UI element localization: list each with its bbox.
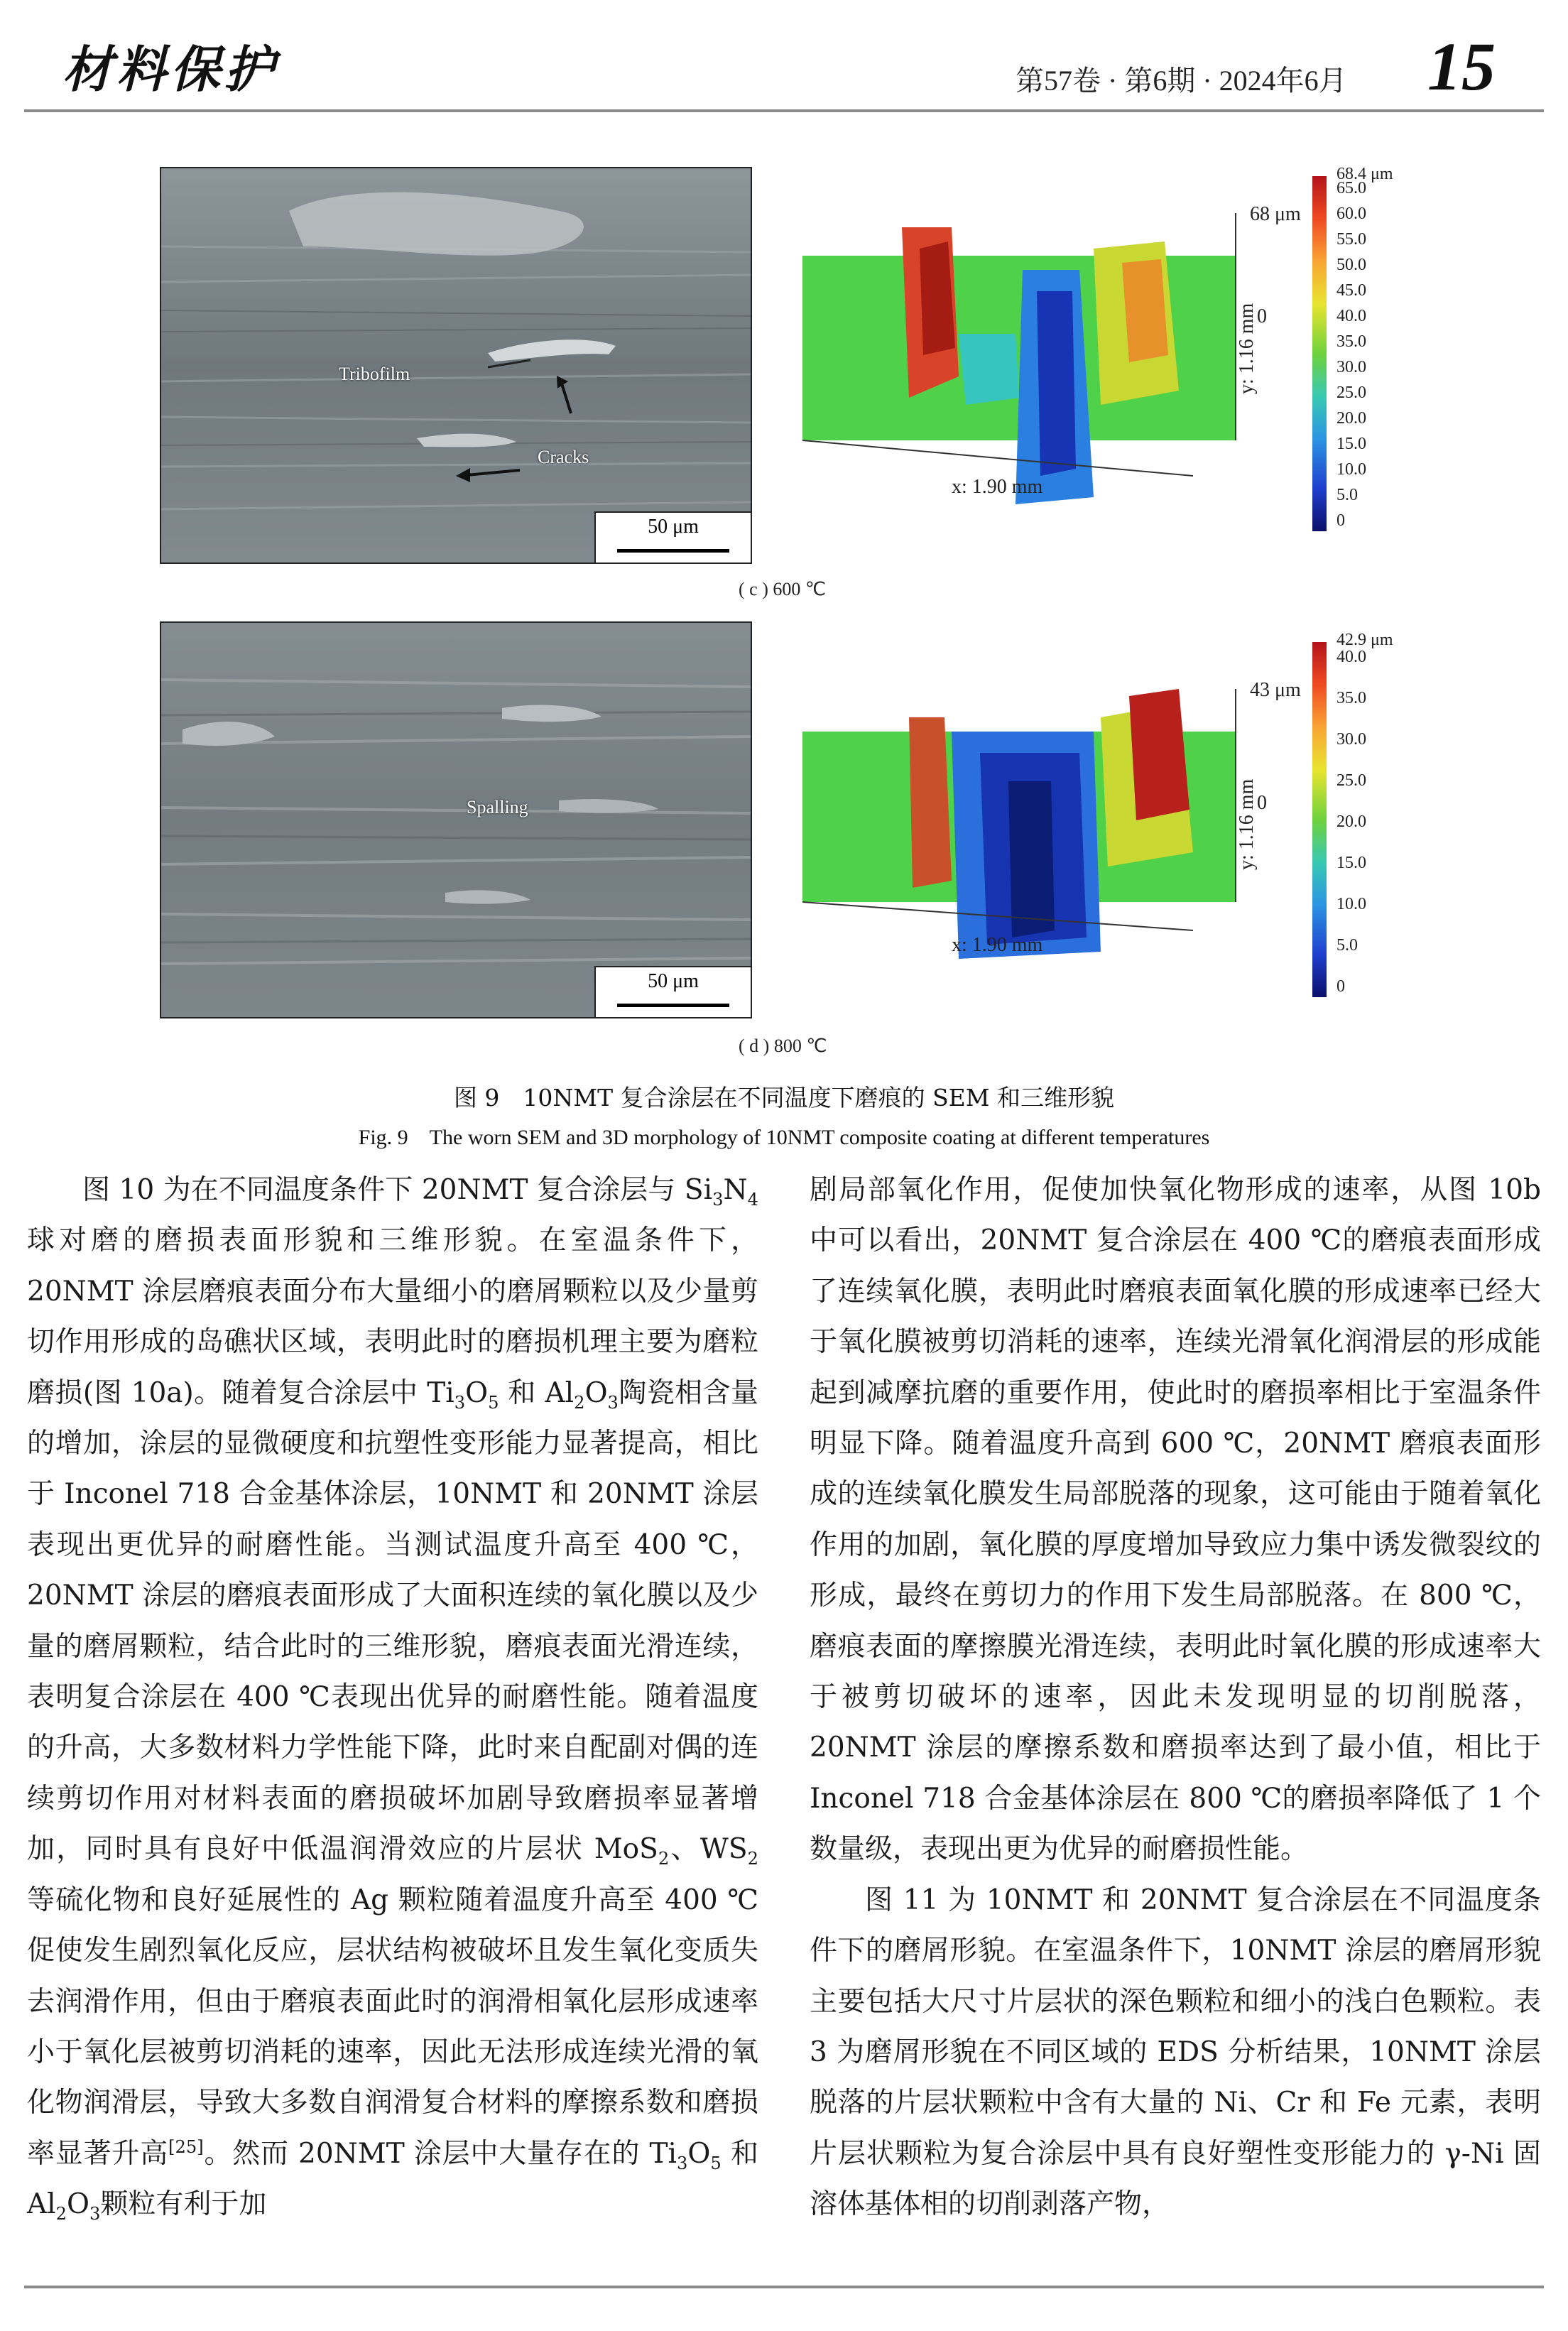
- z-zero-label: 0: [1257, 305, 1267, 327]
- tick: 40.0: [1336, 648, 1366, 666]
- tick: 45.0: [1336, 281, 1366, 300]
- z-zero-label: 0: [1257, 792, 1267, 814]
- sem-texture-600c: [161, 168, 751, 563]
- spalling-label: Spalling: [467, 797, 528, 817]
- tick: 5.0: [1336, 486, 1358, 504]
- y-axis-label: y: 1.16 mm: [1236, 778, 1258, 870]
- colorbar-max: 68.4 μm: [1336, 165, 1393, 183]
- x-axis-label: x: 1.90 mm: [952, 476, 1043, 498]
- tick: 35.0: [1336, 332, 1366, 351]
- colorbar-max: 42.9 μm: [1336, 631, 1393, 649]
- figure-caption-cn: 图 9 10NMT 复合涂层在不同温度下磨痕的 SEM 和三维形貌: [453, 1084, 1115, 1112]
- tick: 60.0: [1336, 205, 1366, 223]
- tribofilm-label: Tribofilm: [339, 364, 410, 384]
- issue-info: 第57卷 · 第6期 · 2024年6月: [1016, 65, 1347, 97]
- surface-map-600c: [795, 163, 1342, 536]
- tick: 30.0: [1336, 730, 1366, 749]
- tick: 35.0: [1336, 689, 1366, 707]
- paragraph: 剧局部氧化作用，促使加快氧化物形成的速率，从图 10b 中可以看出，20NMT 复合涂层在 400 ℃的磨痕表面形成了连续氧化膜，表明此时磨痕表面氧化膜的形成速率已经大于氧化膜被剪切消耗的速率，连续光滑氧化润滑层的形成能起到减摩抗磨的重要作用，使此时的磨损率相比于室温条件明显下降。随着温度升高到 600 ℃，20NMT 磨痕表面形成的连续氧化膜发生局部脱落的现象，这可能由于随着氧化作用的加剧，氧化膜的厚度增加导致应力集中诱发微裂纹的形成，最终在剪切力的作用下发生局部脱落。在 800 ℃，磨痕表面的摩擦膜光滑连续，表明此时氧化膜的形成速率大于被剪切破坏的速率，因此未发现明显的切削脱落，20NMT 涂层的摩擦系数和磨损率达到了最小值，相比于 Inconel 718 合金基体涂层在 800 ℃的磨损率降低了 1 个数量级，表现出更为优异的耐磨损性能。: [810, 1174, 1541, 1866]
- scale-bar-800c: [594, 966, 751, 1017]
- tick: 15.0: [1336, 854, 1366, 872]
- paragraph: 图 11 为 10NMT 和 20NMT 复合涂层在不同温度条件下的磨屑形貌。在室温条件下，10NMT 涂层的磨屑形貌主要包括大尺寸片层状的深色颗粒和细小的浅白色颗粒。表 3 为磨屑形貌在不同区域的 EDS 分析结果，10NMT 涂层脱落的片层状颗粒中含有大量的 Ni、Cr 和 Fe 元素，表明片层状颗粒为复合涂层中具有良好塑性变形能力的 γ-Ni 固溶体基体相的切削剥落产物，: [810, 1884, 1541, 2221]
- tick: 40.0: [1336, 307, 1366, 325]
- sem-texture-800c: [161, 623, 751, 1017]
- tick: 10.0: [1336, 895, 1366, 913]
- paragraph: 图 10 为在不同温度条件下 20NMT 复合涂层与 $Si_3N_4$球对磨的磨损表面形貌和三维形貌。在室温条件下，20NMT 涂层磨痕表面分布大量细小的磨屑颗粒以及少量剪切作用形成的岛礁状区域，表明此时的磨损机理主要为磨粒磨损(图 10a)。随着复合涂层中 $Ti_3O_5$ 和 $Al_2O_3$陶瓷相含量的增加，涂层的显微硬度和抗塑性变形能力显著提高，相比于 Inconel 718 合金基体涂层，10NMT 和 20NMT 涂层表现出更优异的耐磨性能。当测试温度升高至 400 ℃，20NMT 涂层的磨痕表面形成了大面积连续的氧化膜以及少量的磨屑颗粒，结合此时的三维形貌，磨痕表面光滑连续，表明复合涂层在 400 ℃表现出优异的耐磨性能。随着温度的升高，大多数材料力学性能下降，此时来自配副对偶的连续剪切作用对材料表面的磨损破坏加剧导致磨损率显著增加，同时具有良好中低温润滑效应的片层状 MoS$_2$、$WS_2$ 等硫化物和良好延展性的 Ag 颗粒随着温度升高至 400 ℃促使发生剧烈氧化反应，层状结构被破坏且发生氧化变质失去润滑作用，但由于磨痕表面此时的润滑相氧化层形成速率小于氧化层被剪切消耗的速率，因此无法形成连续光滑的氧化物润滑层，导致大多数自润滑复合材料的摩擦系数和磨损率显著升高[25]。然而 20NMT 涂层中大量存在的 $Ti_3O_5$ 和 $Al_2O_3$颗粒有利于加: [27, 1174, 758, 2224]
- x-axis-label: x: 1.90 mm: [952, 934, 1043, 956]
- scale-bar-line: [617, 1004, 729, 1007]
- footer-rule: [24, 2286, 1544, 2288]
- tick: 25.0: [1336, 771, 1366, 790]
- tick: 65.0: [1336, 179, 1366, 197]
- panel-caption-d: ( d ) 800 ℃: [739, 1036, 827, 1056]
- tick: 0: [1336, 511, 1345, 530]
- tick: 5.0: [1336, 936, 1358, 955]
- tick: 30.0: [1336, 358, 1366, 376]
- panel-caption-c: ( c ) 600 ℃: [739, 579, 827, 599]
- sem-image-800c: [160, 621, 752, 1018]
- z-top-label: 68 μm: [1250, 203, 1301, 225]
- tick: 25.0: [1336, 384, 1366, 402]
- header-rule: [24, 109, 1544, 112]
- surface-map-800c: [795, 639, 1342, 983]
- tick: 15.0: [1336, 435, 1366, 453]
- text-column-right: [810, 1165, 1541, 2230]
- tick: 10.0: [1336, 460, 1366, 479]
- y-axis-label: y: 1.16 mm: [1236, 303, 1258, 394]
- tick: 20.0: [1336, 409, 1366, 428]
- tick: 50.0: [1336, 256, 1366, 274]
- tick: 20.0: [1336, 813, 1366, 831]
- scale-bar-600c: [594, 511, 751, 563]
- journal-logo: 材料保护: [62, 40, 278, 99]
- tick: 0: [1336, 977, 1345, 996]
- colorbar-800c: [1312, 642, 1327, 997]
- text-column-left: [27, 1165, 758, 2230]
- cracks-label: Cracks: [538, 447, 589, 467]
- scale-bar-line: [617, 549, 729, 553]
- figure-caption-en: Fig. 9 The worn SEM and 3D morphology of 10NMT composite coating at different temperatures: [358, 1126, 1210, 1149]
- sem-image-600c: [160, 167, 752, 564]
- tick: 55.0: [1336, 230, 1366, 249]
- scale-bar-label: 50 μm: [648, 970, 699, 992]
- colorbar-600c: [1312, 176, 1327, 531]
- scale-bar-label: 50 μm: [648, 516, 699, 538]
- page-number: 15: [1427, 28, 1496, 104]
- z-top-label: 43 μm: [1250, 679, 1301, 701]
